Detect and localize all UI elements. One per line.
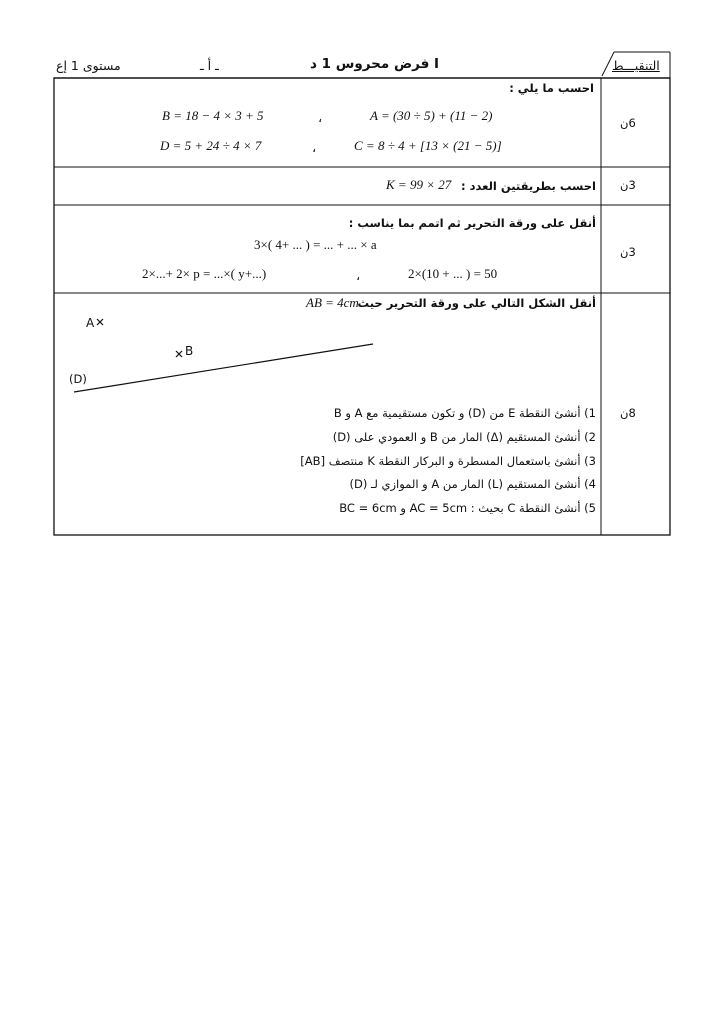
line-d-label: (D) [69, 372, 87, 386]
level-label: مستوى 1 إع [56, 58, 121, 73]
exercise-1-instruction: احسب ما يلي : [509, 81, 594, 95]
step-1: 1) أنشئ النقطة E من (D) و تكون مستقيمية مع A و B [333, 406, 596, 420]
exercise-3-instruction: أنقل على ورقة التحرير ثم اتمم بما يناسب : [348, 216, 596, 230]
grading-label: التنقيـــط [612, 58, 660, 73]
separator: ، [318, 110, 323, 125]
separator: ، [356, 268, 361, 283]
step-4: 4) أنشئ المستقيم (L) المار من A و الموازي لـ (D) [349, 477, 596, 491]
exercise-4-points: 8ن [620, 406, 636, 420]
expression-a: A = (30 ÷ 5) + (11 − 2) [370, 108, 493, 123]
fill-expression-2: 2×(10 + ... ) = 50 [408, 266, 498, 281]
exam-title: فرض محروس 1 د I [310, 56, 440, 72]
exercise-2-instruction: احسب بطريقتين العدد : [460, 179, 596, 193]
expression-c: C = 8 ÷ 4 + [13 × (21 − 5)] [354, 138, 502, 153]
exercise-3-points: 3ن [620, 245, 636, 259]
expression-d: D = 5 + 24 ÷ 4 × 7 [160, 138, 262, 153]
step-2: 2) أنشئ المستقيم (Δ) المار من B و العمودي على (D) [332, 430, 596, 444]
exercise-4-condition: AB = 4cm [306, 295, 359, 310]
fill-expression-1: 3×( 4+ ... ) = ... + ... × a [254, 237, 377, 252]
fill-expression-3: 2×...+ 2× p = ...×( y+...) [142, 266, 267, 281]
separator: ، [312, 140, 317, 155]
point-a-label: A [86, 316, 95, 330]
version-label: ـ أ ـ [200, 58, 219, 73]
point-b-label: B [185, 344, 194, 358]
expression-b: B = 18 − 4 × 3 + 5 [162, 108, 264, 123]
exercise-1-points: 6ن [620, 116, 636, 130]
exercise-4-instruction: أنقل الشكل التالي على ورقة التحرير حيث [357, 296, 596, 310]
exercise-2-points: 3ن [620, 178, 636, 192]
step-3: 3) أنشئ باستعمال المسطرة و البركار النقطة K منتصف [AB] [300, 454, 596, 468]
line-d [74, 344, 373, 392]
step-5: 5) أنشئ النقطة C بحيث : AC = 5cm و BC = 6cm [339, 501, 596, 515]
expression-k: K = 99 × 27 [386, 177, 452, 192]
